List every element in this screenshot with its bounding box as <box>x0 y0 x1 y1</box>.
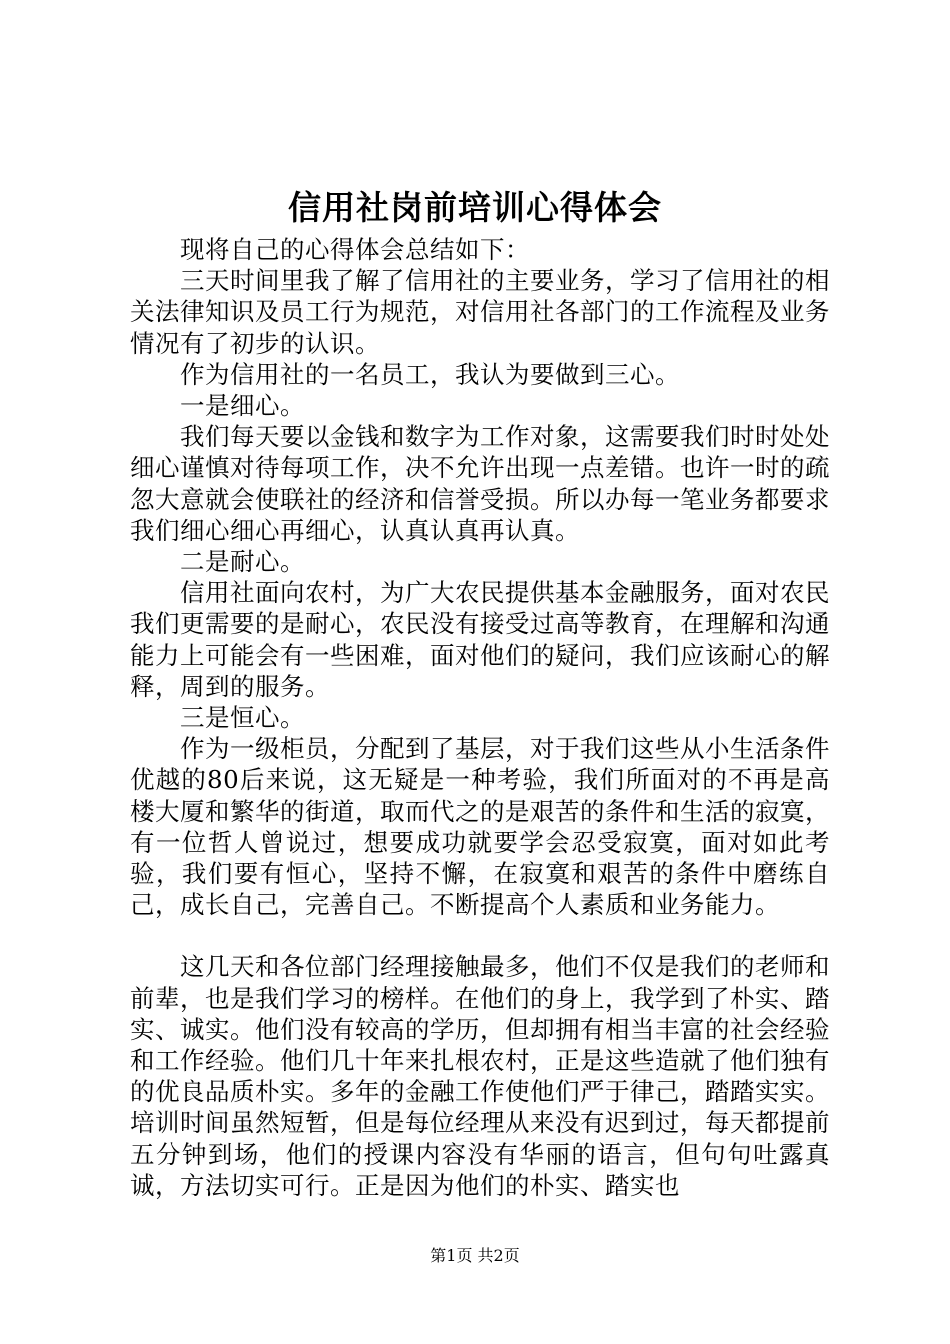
paragraph-heading-perseverance: 三是恒心。 <box>180 703 305 733</box>
paragraph-intro: 现将自己的心得体会总结如下： <box>180 235 530 264</box>
paragraph-managers: 这几天和各位部门经理接触最多，他们不仅是我们的老师和前辈，也是我们学习的榜样。在他们的身上，我学到了朴实、踏实、诚实。他们没有较高的学历，但却拥有相当丰富的社会经验和工作经验。他们几十年来扎根农村，正是这些造就了他们独有的优良品质朴实。多年的金融工作使他们严于律己，踏踏实实。培训时间虽然短暂，但是每位经理从来没有迟到过，每天都提前五分钟到场，他们的授课内容没有华丽的语言，但句句吐露真诚，方法切实可行。正是因为他们的朴实、踏实也 <box>130 952 830 1200</box>
paragraph-three-hearts: 作为信用社的一名员工，我认为要做到三心。 <box>180 359 680 389</box>
paragraph-perseverance: 作为一级柜员，分配到了基层，对于我们这些从小生活条件优越的80后来说，这无疑是一种考验，我们所面对的不再是高楼大厦和繁华的街道，取而代之的是艰苦的条件和生活的寂寞，有一位哲人曾说过，想要成功就要学会忍受寂寞，面对如此考验，我们要有恒心，坚持不懈，在寂寞和艰苦的条件中磨练自己，成长自己，完善自己。不断提高个人素质和业务能力。 <box>130 734 830 920</box>
document-body <box>130 234 830 1201</box>
paragraph-careful: 我们每天要以金钱和数字为工作对象，这需要我们时时处处细心谨慎对待每项工作，决不允许出现一点差错。也许一时的疏忽大意就会使联社的经济和信誉受损。所以办每一笔业务都要求我们细心细心再细心，认真认真再认真。 <box>130 422 830 545</box>
paragraph-heading-patient: 二是耐心。 <box>180 547 305 577</box>
paragraph-heading-careful: 一是细心。 <box>180 391 305 421</box>
paragraph-summary: 三天时间里我了解了信用社的主要业务，学习了信用社的相关法律知识及员工行为规范，对信用社各部门的工作流程及业务情况有了初步的认识。 <box>130 266 830 358</box>
paragraph-patient: 信用社面向农村，为广大农民提供基本金融服务，面对农民我们更需要的是耐心，农民没有接受过高等教育，在理解和沟通能力上可能会有一些困难，面对他们的疑问，我们应该耐心的解释，周到的服务。 <box>130 578 830 701</box>
page-footer: 第1页 共2页 <box>430 1246 520 1265</box>
document-title: 信用社岗前培训心得体会 <box>288 188 662 227</box>
